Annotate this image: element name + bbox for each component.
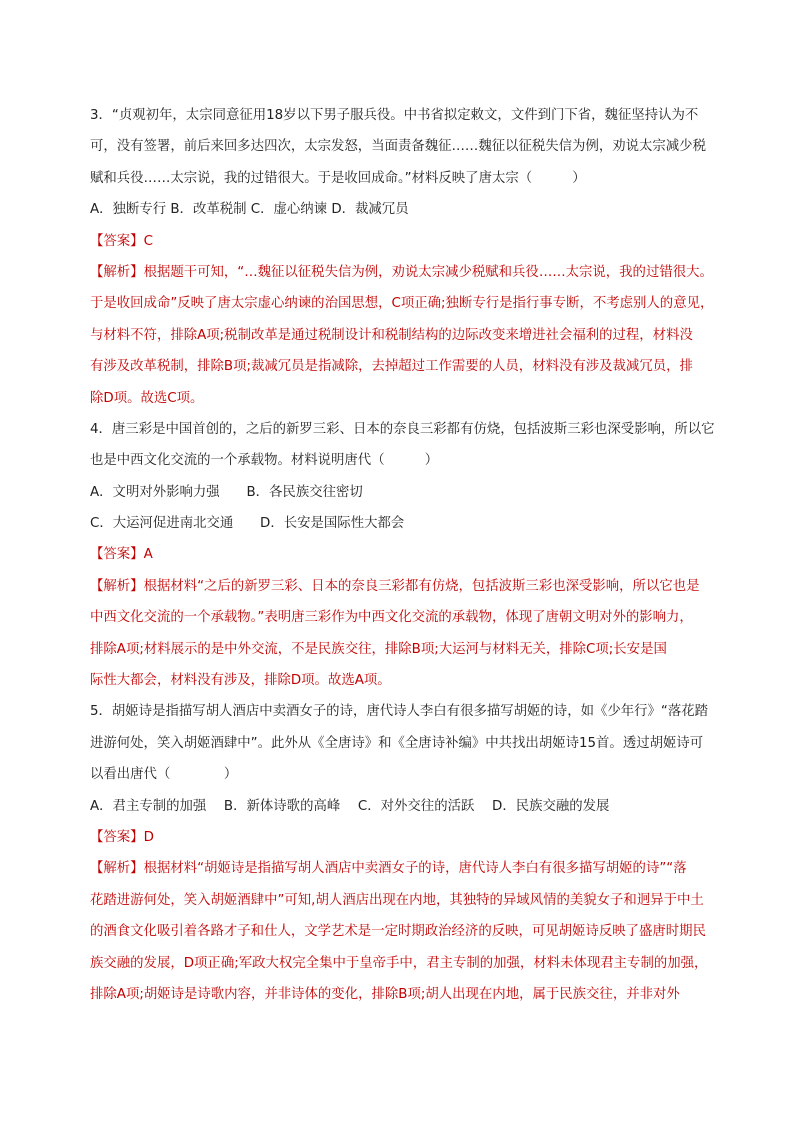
analysis-line: 花踏进游何处，笑入胡姬酒肆中”可知,胡人酒店出现在内地，其独特的异域风情的美貌女子和迥异于中土 <box>90 892 704 908</box>
question-stem-line: 可，没有签署，前后来回多达四次，太宗发怒，当面责备魏征……魏征以征税失信为例，劝说太宗减少税 <box>90 139 706 155</box>
analysis-line: 除D项。故选C项。 <box>90 390 204 406</box>
question-stem-line: 以看出唐代（ ） <box>90 767 238 783</box>
analysis-line: 族交融的发展，D项正确;军政大权完全集中于皇帝手中，君主专制的加强，材料未体现君主专制的加强， <box>90 955 708 971</box>
answer-line <box>90 822 730 853</box>
analysis-line: 排除A项;胡姬诗是诗歌内容，并非诗体的变化，排除B项;胡人出现在内地，属于民族交往，并非对外 <box>90 986 680 1002</box>
question-stem-line: 4．唐三彩是中国首创的，之后的新罗三彩、日本的奈良三彩都有仿烧，包括波斯三彩也深受影响，所以它 <box>90 421 715 437</box>
answer-value: C <box>143 233 153 249</box>
analysis-line: 于是收回成命”反映了唐太宗虚心纳谏的治国思想，C项正确;独断专行是指行事专断，不考虑别人的意见， <box>90 296 714 312</box>
analysis-line: 的酒食文化吸引着各路才子和仕人，文学艺术是一定时期政治经济的反映，可见胡姬诗反映了盛唐时期民 <box>90 924 706 940</box>
analysis-line: 【解析】根据题干可知，“…魏征以征税失信为例，劝说太宗减少税赋和兵役……太宗说，我的过错很大。 <box>90 264 713 280</box>
question-stem-line: 赋和兵役……太宗说，我的过错很大。于是收回成命。”材料反映了唐太宗（ ） <box>90 170 586 186</box>
answer-value: A <box>143 547 153 563</box>
question-options: C．大运河促进南北交通 D．长安是国际性大都会 <box>90 516 405 532</box>
question-5 <box>90 696 730 1010</box>
question-4 <box>90 414 730 697</box>
answer-tag: 【答案】 <box>90 233 144 249</box>
analysis-tag: 【解析】 <box>90 861 144 877</box>
question-stem-line: 进游何处，笑入胡姬酒肆中”。此外从《全唐诗》和《全唐诗补编》中共找出胡姬诗15首。透过胡姬诗可 <box>90 735 704 751</box>
analysis-line: 与材料不符，排除A项;税制改革是通过税制设计和税制结构的边际改变来增进社会福利的过程，材料没 <box>90 327 693 343</box>
analysis-line: 排除A项;材料展示的是中外交流，不是民族交往，排除B项;大运河与材料无关，排除C项;长安是国 <box>90 641 667 657</box>
answer-line <box>90 226 730 257</box>
question-options: A．独断专行 B．改革税制 C．虚心纳谏 D．裁减冗员 <box>90 202 409 218</box>
analysis-tag: 【解析】 <box>90 264 144 280</box>
analysis-line: 际性大都会，材料没有涉及，排除D项。故选A项。 <box>90 673 391 689</box>
answer-tag: 【答案】 <box>90 547 144 563</box>
question-stem-line: 3．“贞观初年，太宗同意征用18岁以下男子服兵役。中书省拟定敕文，文件到门下省，魏征坚持认为不 <box>90 108 699 123</box>
question-3 <box>90 100 730 414</box>
question-options: A．君主专制的加强 B．新体诗歌的高峰 C．对外交往的活跃 D．民族交融的发展 <box>90 798 610 814</box>
analysis-tag: 【解析】 <box>90 578 144 594</box>
question-stem-line: 也是中西文化交流的一个承载物。材料说明唐代（ ） <box>90 453 439 469</box>
question-options: A．文明对外影响力强 B．各民族交往密切 <box>90 484 363 500</box>
analysis-line: 【解析】根据材料“胡姬诗是指描写胡人酒店中卖酒女子的诗，唐代诗人李白有很多描写胡姬的诗”“落 <box>90 861 687 877</box>
question-list <box>90 100 730 1010</box>
question-stem-line: 5．胡姬诗是指描写胡人酒店中卖酒女子的诗，唐代诗人李白有很多描写胡姬的诗，如《少年行》“落花踏 <box>90 704 709 720</box>
answer-line <box>90 539 730 570</box>
analysis-line: 中西文化交流的一个承载物。”表明唐三彩作为中西文化交流的承载物，体现了唐朝文明对外的影响力， <box>90 610 693 626</box>
answer-value: D <box>143 829 154 845</box>
analysis-line: 有涉及改革税制，排除B项;裁减冗员是指减除，去掉超过工作需要的人员，材料没有涉及裁减冗员，排 <box>90 359 693 375</box>
analysis-line: 【解析】根据材料“之后的新罗三彩、日本的奈良三彩都有仿烧，包括波斯三彩也深受影响，所以它也是 <box>90 578 700 594</box>
answer-tag: 【答案】 <box>90 829 144 845</box>
